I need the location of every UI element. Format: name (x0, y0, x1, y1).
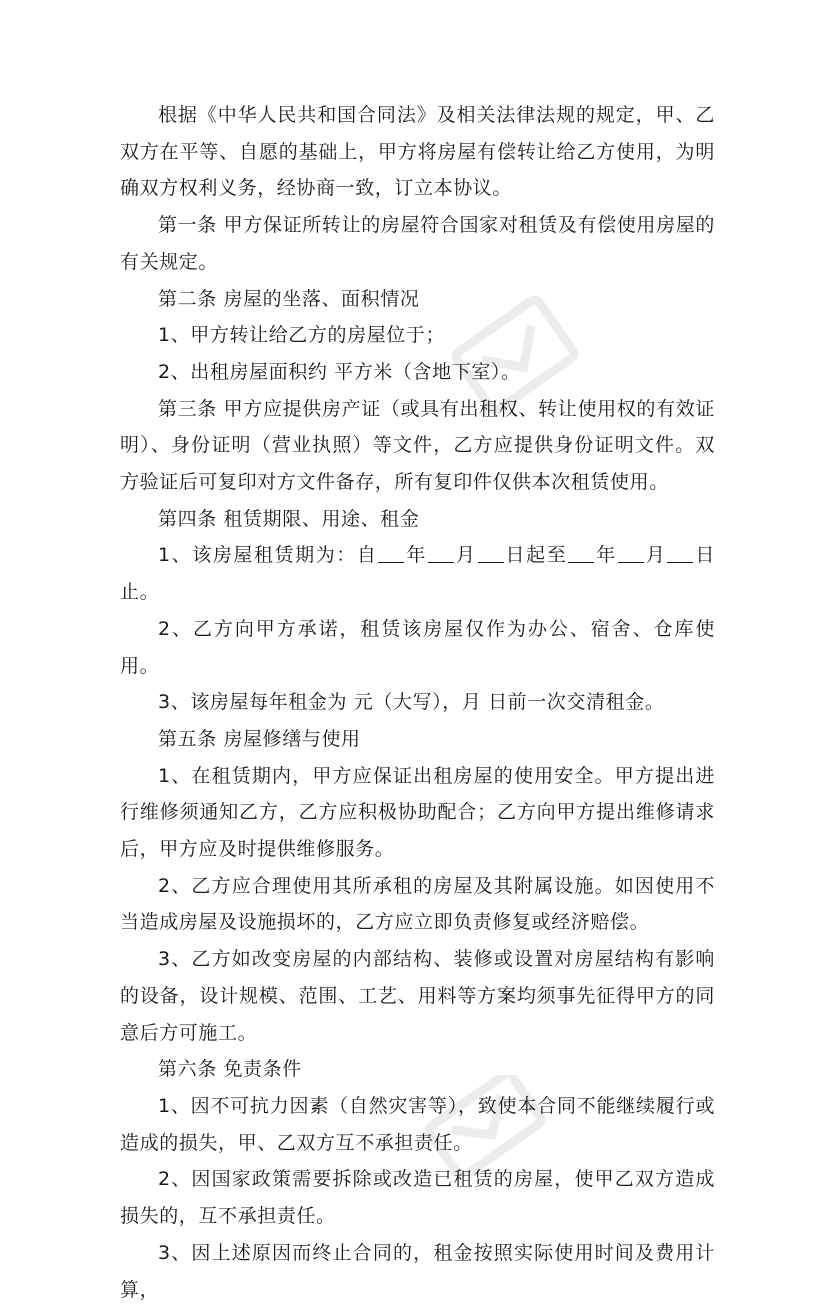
paragraph-article-4-item-1 (120, 537, 715, 610)
paragraph-article-4-item-3: 3、该房屋每年租金为 元（大写），月 日前一次交清租金。 (158, 691, 665, 714)
paragraph-article-6-item-3: 3、因上述原因而终止合同的，租金按照实际使用时间及费用计算， (120, 1241, 715, 1301)
paragraph-article-6-item-1: 1、因不可抗力因素（自然灾害等），致使本合同不能继续履行或造成的损失，甲、乙双方互不承担责任。 (120, 1094, 715, 1154)
blank-month-end (618, 542, 644, 563)
lease-term-prefix: 1、该房屋租赁期为：自 (158, 544, 378, 567)
blank-day-end (667, 542, 693, 563)
paragraph-article-5-item-1: 1、在租赁期内，甲方应保证出租房屋的使用安全。甲方提出进行维修须通知乙方，乙方应积极协助配合；乙方向甲方提出维修请求后，甲方应及时提供维修服务。 (120, 764, 715, 861)
paragraph-article-3: 第三条 甲方应提供房产证（或具有出租权、转让使用权的有效证明）、身份证明（营业执照）等文件，乙方应提供身份证明文件。双方验证后可复印对方文件备存，所有复印件仅供本次租赁使用。 (120, 397, 715, 494)
lease-term-year-start: 年 (405, 544, 427, 567)
paragraph-article-5-item-2: 2、乙方应合理使用其所承租的房屋及其附属设施。如因使用不当造成房屋及设施损坏的，乙方应立即负责修复或经济赔偿。 (120, 874, 715, 934)
lease-term-month-end: 月 (644, 544, 667, 567)
paragraph-article-2-item-1: 1、甲方转让给乙方的房屋位于； (158, 324, 446, 347)
paragraph-article-4-item-2: 2、乙方向甲方承诺，租赁该房屋仅作为办公、宿舍、仓库使用。 (120, 617, 715, 677)
lease-term-day-end: 日止。 (120, 544, 715, 604)
paragraph-article-2-item-2: 2、出租房屋面积约 平方米（含地下室）。 (158, 360, 521, 383)
paragraph-article-5-item-3: 3、乙方如改变房屋的内部结构、装修或设置对房屋结构有影响的设备，设计规模、范围、工艺、用料等方案均须事先征得甲方的同意后方可施工。 (120, 948, 715, 1044)
paragraph-preamble: 根据《中华人民共和国合同法》及相关法律法规的规定，甲、乙双方在平等、自愿的基础上，甲方将房屋有偿转让给乙方使用，为明确双方权利义务，经协商一致，订立本协议。 (120, 104, 715, 200)
lease-term-year-end: 年 (595, 544, 617, 567)
paragraph-article-6-item-2: 2、因国家政策需要拆除或改造已租赁的房屋，使甲乙双方造成损失的，互不承担责任。 (120, 1168, 715, 1228)
heading-article-6: 第六条 免责条件 (158, 1058, 302, 1081)
lease-term-day-start: 日起至 (504, 544, 568, 567)
heading-article-5: 第五条 房屋修缮与使用 (158, 727, 361, 750)
heading-article-4: 第四条 租赁期限、用途、租金 (158, 507, 420, 530)
paragraph-article-1: 第一条 甲方保证所转让的房屋符合国家对租赁及有偿使用房屋的有关规定。 (120, 214, 715, 273)
heading-article-2: 第二条 房屋的坐落、面积情况 (158, 287, 420, 310)
lease-term-month-start: 月 (455, 544, 477, 567)
document-body (120, 97, 715, 1308)
blank-year-start (378, 542, 404, 563)
blank-year-end (568, 542, 594, 563)
blank-day-start (478, 542, 504, 563)
blank-month-start (428, 542, 454, 563)
